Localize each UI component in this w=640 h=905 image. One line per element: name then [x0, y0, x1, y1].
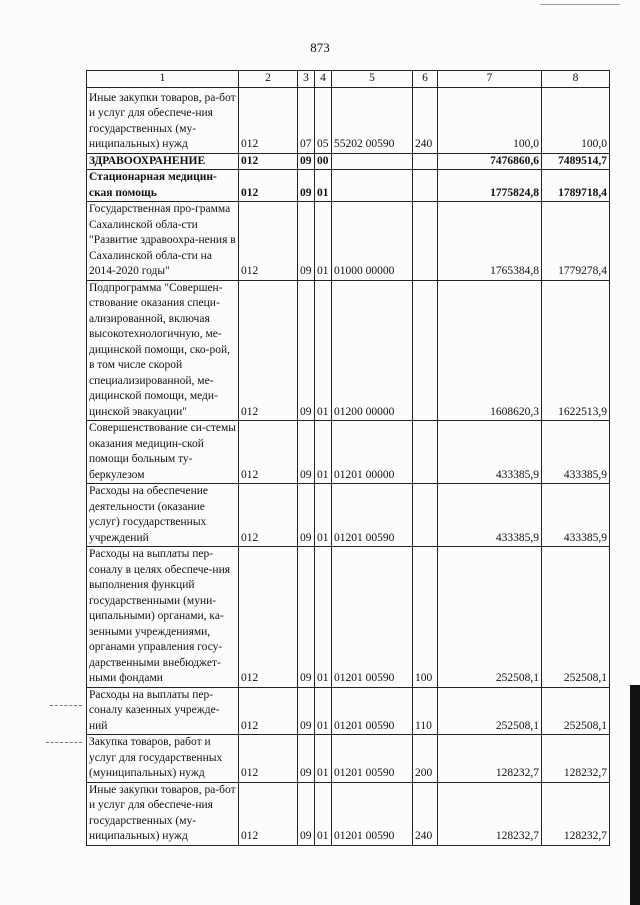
row-code-cell: 012 [239, 547, 298, 688]
row-target-article-cell [332, 153, 413, 170]
header-cell: 7 [438, 71, 542, 88]
row-subsection-cell: 01 [315, 687, 332, 735]
scan-mark [540, 4, 620, 5]
row-section-cell: 09 [298, 421, 315, 484]
row-amount-cell: 433385,9 [438, 421, 542, 484]
table-row [87, 735, 610, 783]
row-subsection-cell: 01 [315, 280, 332, 421]
row-amount-cell: 433385,9 [438, 484, 542, 547]
row-name-cell: Иные закупки товаров, ра-бот и услуг для обеспече-ния государственных (му-ниципальных) нужд [87, 87, 239, 153]
header-cell: 3 [298, 71, 315, 88]
row-subsection-cell: 01 [315, 735, 332, 783]
row-section-cell: 09 [298, 484, 315, 547]
row-amount-cell: 128232,7 [542, 735, 610, 783]
row-section-cell: 09 [298, 687, 315, 735]
header-row [87, 71, 610, 88]
row-name-cell: Государственная про-грамма Сахалинской обла-сти "Развитие здравоохра-нения в Сахалинской обла-сти на 2014-2020 годы" [87, 202, 239, 281]
header-cell: 1 [87, 71, 239, 88]
row-subsection-cell: 01 [315, 170, 332, 202]
row-expense-type-cell: 200 [413, 735, 438, 783]
row-code-cell: 012 [239, 421, 298, 484]
row-name-cell: Иные закупки товаров, ра-бот и услуг для обеспече-ния государственных (му-ниципальных) нужд [87, 782, 239, 845]
row-code-cell: 012 [239, 170, 298, 202]
row-target-article-cell: 01000 00000 [332, 202, 413, 281]
row-name-cell: Стационарная медицин-ская помощь [87, 170, 239, 202]
row-subsection-cell: 05 [315, 87, 332, 153]
row-section-cell: 09 [298, 170, 315, 202]
row-amount-cell: 1789718,4 [542, 170, 610, 202]
row-expense-type-cell: 100 [413, 547, 438, 688]
row-amount-cell: 1779278,4 [542, 202, 610, 281]
row-amount-cell: 1765384,8 [438, 202, 542, 281]
row-name-cell: ЗДРАВООХРАНЕНИЕ [87, 153, 239, 170]
row-amount-cell: 7489514,7 [542, 153, 610, 170]
row-target-article-cell: 55202 00590 [332, 87, 413, 153]
row-expense-type-cell: 240 [413, 782, 438, 845]
row-target-article-cell: 01200 00000 [332, 280, 413, 421]
row-subsection-cell: 01 [315, 782, 332, 845]
row-expense-type-cell [413, 153, 438, 170]
row-amount-cell: 128232,7 [438, 782, 542, 845]
row-amount-cell: 100,0 [438, 87, 542, 153]
table-row [87, 170, 610, 202]
table-row [87, 153, 610, 170]
row-name-cell: Расходы на выплаты пер-соналу в целях обеспече-ния выполнения функций государственными (муни-ципальными) органами, ка-зенными учреждениями, органами управления госу-дарственными внебюджет-ными фондами [87, 547, 239, 688]
row-target-article-cell: 01201 00590 [332, 484, 413, 547]
row-expense-type-cell: 110 [413, 687, 438, 735]
row-amount-cell: 252508,1 [438, 687, 542, 735]
row-amount-cell: 252508,1 [438, 547, 542, 688]
row-code-cell: 012 [239, 153, 298, 170]
scan-mark [50, 705, 82, 706]
row-amount-cell: 252508,1 [542, 547, 610, 688]
row-expense-type-cell [413, 170, 438, 202]
row-amount-cell: 252508,1 [542, 687, 610, 735]
row-section-cell: 09 [298, 153, 315, 170]
row-subsection-cell: 00 [315, 153, 332, 170]
row-target-article-cell: 01201 00590 [332, 687, 413, 735]
row-expense-type-cell [413, 202, 438, 281]
row-amount-cell: 433385,9 [542, 484, 610, 547]
row-code-cell: 012 [239, 202, 298, 281]
row-amount-cell: 7476860,6 [438, 153, 542, 170]
row-target-article-cell [332, 170, 413, 202]
row-expense-type-cell [413, 421, 438, 484]
table-row [87, 202, 610, 281]
row-section-cell: 09 [298, 547, 315, 688]
row-code-cell: 012 [239, 687, 298, 735]
scan-edge-bar [630, 685, 640, 905]
table-row [87, 421, 610, 484]
row-code-cell: 012 [239, 87, 298, 153]
row-name-cell: Подпрограмма "Совершен-ствование оказания специ-ализированной, включая высокотехнологичную, ме-дицинской помощи, ско-рой, в том числе скорой специализированной, ме-дицинской помощи, меди-цинской эвакуации" [87, 280, 239, 421]
row-code-cell: 012 [239, 484, 298, 547]
row-amount-cell: 1622513,9 [542, 280, 610, 421]
row-subsection-cell: 01 [315, 484, 332, 547]
row-name-cell: Совершенствование си-стемы оказания медицин-ской помощи больным ту-беркулезом [87, 421, 239, 484]
row-amount-cell: 100,0 [542, 87, 610, 153]
row-amount-cell: 1775824,8 [438, 170, 542, 202]
page-number: 873 [310, 40, 330, 55]
row-target-article-cell: 01201 00590 [332, 735, 413, 783]
row-section-cell: 09 [298, 280, 315, 421]
header-cell: 6 [413, 71, 438, 88]
row-expense-type-cell: 240 [413, 87, 438, 153]
row-name-cell: Расходы на обеспечение деятельности (оказание услуг) государственных учреждений [87, 484, 239, 547]
row-amount-cell: 433385,9 [542, 421, 610, 484]
header-cell: 4 [315, 71, 332, 88]
table-row [87, 782, 610, 845]
row-expense-type-cell [413, 280, 438, 421]
header-cell: 5 [332, 71, 413, 88]
row-target-article-cell: 01201 00590 [332, 547, 413, 688]
row-subsection-cell: 01 [315, 202, 332, 281]
row-amount-cell: 1608620,3 [438, 280, 542, 421]
row-section-cell: 09 [298, 782, 315, 845]
scan-mark [46, 742, 82, 743]
row-subsection-cell: 01 [315, 421, 332, 484]
table-body [87, 87, 610, 845]
row-name-cell: Расходы на выплаты пер-соналу казенных учрежде-ний [87, 687, 239, 735]
row-code-cell: 012 [239, 782, 298, 845]
header-cell: 2 [239, 71, 298, 88]
row-section-cell: 07 [298, 87, 315, 153]
row-code-cell: 012 [239, 280, 298, 421]
budget-table [86, 70, 610, 846]
table-row [87, 687, 610, 735]
table-row [87, 484, 610, 547]
table-row [87, 547, 610, 688]
row-amount-cell: 128232,7 [438, 735, 542, 783]
row-name-cell: Закупка товаров, работ и услуг для государственных (муниципальных) нужд [87, 735, 239, 783]
row-section-cell: 09 [298, 735, 315, 783]
row-expense-type-cell [413, 484, 438, 547]
table-row [87, 280, 610, 421]
table-row [87, 87, 610, 153]
row-code-cell: 012 [239, 735, 298, 783]
header-cell: 8 [542, 71, 610, 88]
row-amount-cell: 128232,7 [542, 782, 610, 845]
row-target-article-cell: 01201 00000 [332, 421, 413, 484]
row-section-cell: 09 [298, 202, 315, 281]
row-subsection-cell: 01 [315, 547, 332, 688]
row-target-article-cell: 01201 00590 [332, 782, 413, 845]
